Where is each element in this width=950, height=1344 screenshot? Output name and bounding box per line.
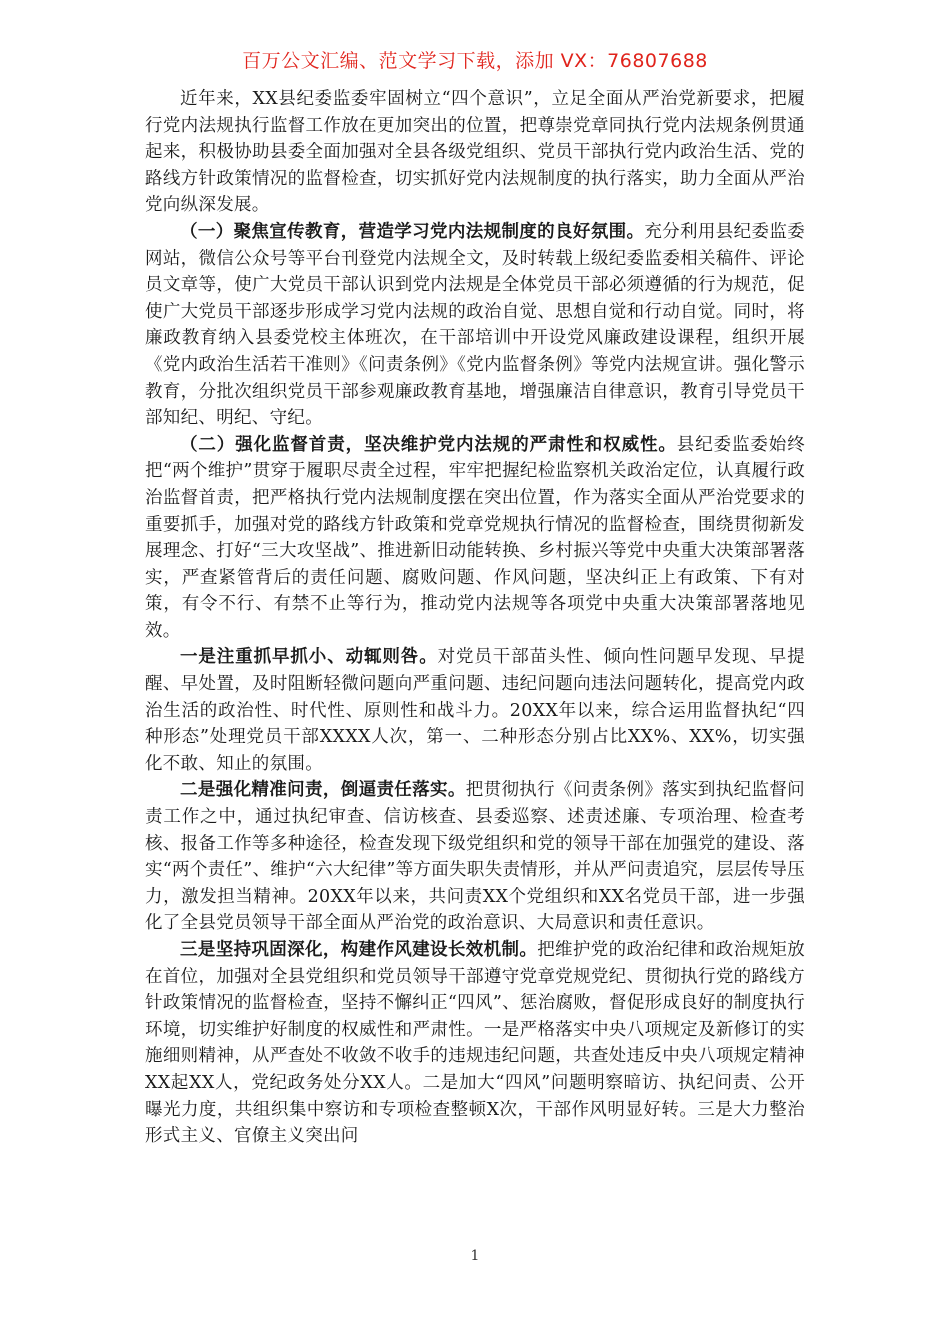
paragraph-intro [145, 86, 805, 219]
paragraph-text: 把维护党的政治纪律和政治规矩放在首位，加强对全县党组织和党员领导干部遵守党章党规党纪、贯彻执行党的路线方针政策情况的监督检查，坚持不懈纠正“四风”、惩治腐败，督促形成良好的制度执行环境，切实维护好制度的权威性和严肃性。一是严格落实中央八项规定及新修订的实施细则精神，从严查处不收敛不收手的违规违纪问题，共查处违反中央八项规定精神XX起XX人，党纪政务处分XX人。二是加大“四风”问题明察暗访、执纪问责、公开曝光力度，共组织集中察访和专项检查整顿X次，干部作风明显好转。三是大力整治形式主义、官僚主义突出问 [145, 940, 806, 1147]
paragraph-lead: 一是注重抓早抓小、动辄则咎。 [180, 647, 438, 668]
paragraph-section-1 [145, 219, 805, 432]
paragraph-lead: 三是坚持巩固深化，构建作风建设长效机制。 [180, 940, 538, 960]
page-number: 1 [470, 1248, 480, 1264]
paragraph-point-1 [145, 644, 805, 777]
paragraph-text: 近年来，XX县纪委监委牢固树立“四个意识”，立足全面从严治党新要求，把履行党内法规执行监督工作放在更加突出的位置，把尊崇党章同执行党内法规条例贯通起来，积极协助县委全面加强对全县各级党组织、党员干部执行党内政治生活、党的路线方针政策情况的监督检查，切实抓好党内法规制度的执行落实，助力全面从严治党向纵深发展。 [145, 89, 805, 216]
header-banner: 百万公文汇编、范文学习下载，添加 VX：76807688 [242, 50, 708, 72]
document-body [145, 86, 805, 1150]
paragraph-point-2 [145, 777, 805, 937]
paragraph-lead: （一）聚焦宣传教育，营造学习党内法规制度的良好氛围。 [180, 221, 645, 242]
paragraph-text: 县纪委监委始终把“两个维护”贯穿于履职尽责全过程，牢牢把握纪检监察机关政治定位，认真履行政治监督首责，把严格执行党内法规制度摆在突出位置，作为落实全面从严治党要求的重要抓手，加强对党的路线方针政策和党章党规执行情况的监督检查，围绕贯彻新发展理念、打好“三大攻坚战”、推进新旧动能转换、乡村振兴等党中央重大决策部署落实，严查紧管背后的责任问题、腐败问题、作风问题，坚决纠正上有政策、下有对策，有令不行、有禁不止等行为，推动党内法规等各项党中央重大决策部署落地见效。 [145, 434, 805, 641]
paragraph-section-2 [145, 432, 805, 645]
paragraph-point-3 [145, 937, 805, 1150]
paragraph-text: 对党员干部苗头性、倾向性问题早发现、早提醒、早处置，及时阻断轻微问题向严重问题、违纪问题向违法问题转化，提高党内政治生活的政治性、时代性、原则性和战斗力。20XX年以来，综合运用监督执纪“四种形态”处理党员干部XXXX人次，第一、二种形态分别占比XX%、XX%，切实强化不敢、知止的氛围。 [145, 647, 806, 774]
paragraph-text: 把贯彻执行《问责条例》落实到执纪监督问责工作之中，通过执纪审查、信访核查、县委巡察、述责述廉、专项治理、检查考核、报备工作等多种途径，检查发现下级党组织和党的领导干部在加强党的建设、落实“两个责任”、维护“六大纪律”等方面失职失责情形，并从严问责追究，层层传导压力，激发担当精神。20XX年以来，共问责XX个党组织和XX名党员干部，进一步强化了全县党员领导干部全面从严治党的政治意识、大局意识和责任意识。 [145, 780, 805, 934]
paragraph-lead: 二是强化精准问责，倒逼责任落实。 [180, 780, 466, 801]
paragraph-text: 充分利用县纪委监委网站，微信公众号等平台刊登党内法规全文，及时转载上级纪委监委相关稿件、评论员文章等，使广大党员干部认识到党内法规是全体党员干部必须遵循的行为规范，促使广大党员干部逐步形成学习党内法规的政治自觉、思想自觉和行动自觉。同时，将廉政教育纳入县委党校主体班次，在干部培训中开设党风廉政建设课程，组织开展《党内政治生活若干准则》《问责条例》《党内监督条例》等党内法规宣讲。强化警示教育，分批次组织党员干部参观廉政教育基地，增强廉洁自律意识，教育引导党员干部知纪、明纪、守纪。 [145, 221, 805, 429]
paragraph-lead: （二）强化监督首责，坚决维护党内法规的严肃性和权威性。 [180, 434, 677, 455]
